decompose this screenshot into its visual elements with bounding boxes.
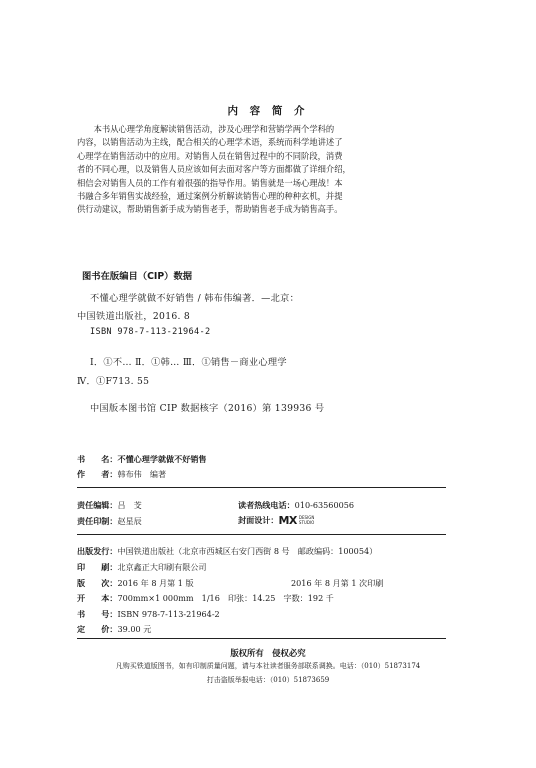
edition-row [77, 578, 194, 589]
book-author-value: 韩布伟 编著 [117, 469, 167, 479]
book-title-label: 书 名： [77, 454, 118, 464]
edition-label: 版 次： [77, 578, 118, 588]
printer-row [77, 562, 207, 573]
format-label: 开 本： [77, 593, 118, 603]
editor-value: 吕 芠 [117, 500, 142, 510]
intro-line: 供行动建议，帮助销售新手成为销售老手，帮助销售老手成为销售高手。 [77, 204, 343, 215]
publisher-value: 中国铁道出版社（北京市西城区右安门西街 8 号 邮政编码：100054） [117, 546, 378, 556]
cover-design-row [238, 514, 314, 527]
isbn-value: ISBN 978-7-113-21964-2 [117, 609, 220, 619]
print-supervisor-value: 赵星辰 [117, 516, 142, 526]
isbn-row [77, 609, 220, 620]
price-value: 39.00 元 [117, 624, 152, 634]
print-supervisor-row [77, 516, 142, 527]
hotline-value: 010-63560056 [294, 500, 355, 510]
book-title-row [77, 454, 207, 465]
intro-line: 者的不同心理，以及销售人员应该如何去面对客户等方面都做了详细介绍， [77, 164, 351, 175]
print-supervisor-label: 责任印制： [77, 516, 118, 526]
quality-notice: 凡购买铁道版图书，如有印制质量问题，请与本社读者服务部联系调换。电话：（010）51873174 [115, 662, 421, 670]
isbn-label: 书 号： [77, 609, 118, 619]
cip-heading: 图书在版编目（CIP）数据 [82, 271, 193, 282]
intro-line: 相信会对销售人员的工作有着很强的指导作用。销售就是一场心理战！本 [77, 177, 343, 188]
intro-line: 书融合多年销售实战经验，通过案例分析解读销售心理的种种玄机，并提 [77, 191, 343, 202]
piracy-hotline: 打击盗版举报电话：（010）51873659 [206, 676, 330, 684]
cover-design-label: 封面设计： [238, 514, 279, 525]
intro-line: 本书从心理学角度解读销售活动，涉及心理学和营销学两个学科的 [77, 124, 335, 134]
divider [77, 638, 446, 639]
book-title-value: 不懂心理学就做不好销售 [117, 454, 207, 464]
format-value: 700mm×1 000mm 1/16 印张：14.25 字数：192 千 [117, 593, 334, 603]
editor-label: 责任编辑： [77, 500, 118, 510]
copyright-notice: 版权所有 侵权必究 [230, 648, 306, 658]
edition-value: 2016 年 8 月第 1 版 [117, 578, 194, 588]
hotline-label: 读者热线电话： [238, 500, 295, 510]
publisher-label: 出版发行： [77, 546, 118, 556]
cip-classification-number: Ⅳ．①F713. 55 [77, 376, 150, 387]
design-studio-logo: MX [278, 514, 297, 527]
price-row [77, 624, 151, 635]
printing-value: 2016 年 8 月第 1 次印刷 [291, 578, 384, 588]
intro-heading: 内 容 简 介 [227, 105, 309, 117]
design-studio-logo-sub: DESIGN STUDIO [298, 515, 315, 525]
cip-line-publisher: 中国铁道出版社，2016. 8 [77, 311, 191, 322]
cip-isbn: ISBN 978-7-113-21964-2 [90, 327, 211, 337]
hotline-row [238, 500, 354, 511]
divider [77, 487, 446, 488]
book-author-label: 作 者： [77, 469, 118, 479]
format-row [77, 593, 334, 604]
price-label: 定 价： [77, 624, 118, 634]
publisher-row [77, 546, 377, 557]
printer-value: 北京鑫正大印刷有限公司 [117, 562, 207, 572]
printer-label: 印 刷： [77, 562, 118, 572]
cip-line-title: 不懂心理学就做不好销售 / 韩布伟编著．—北京： [90, 293, 300, 304]
cip-classification: Ⅰ．①不… Ⅱ．①韩… Ⅲ．①销售－商业心理学 [90, 357, 287, 368]
editor-row [77, 500, 142, 511]
divider [77, 534, 446, 535]
intro-text [77, 123, 459, 217]
intro-line: 心理学在销售活动中的应用。对销售人员在销售过程中的不同阶段，消费 [77, 150, 343, 161]
book-author-row [77, 469, 166, 480]
intro-line: 内容，以销售活动为主线，配合相关的心理学术语，系统而科学地讲述了 [77, 137, 343, 148]
cip-record-number: 中国版本图书馆 CIP 数据核字（2016）第 139936 号 [90, 403, 325, 414]
